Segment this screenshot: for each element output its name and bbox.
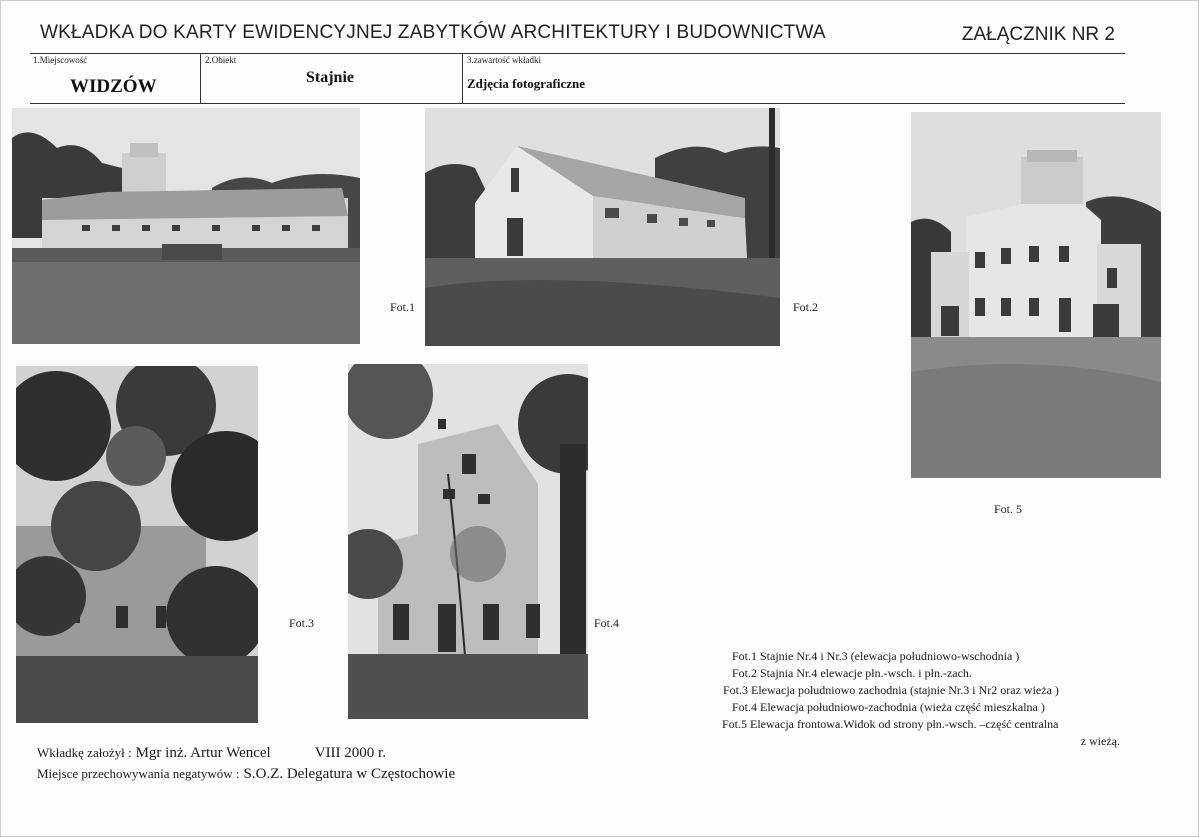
annex-number: ZAŁĄCZNIK NR 2 bbox=[961, 24, 1115, 45]
caption-fot5-continued: z wieżą. bbox=[1080, 734, 1120, 748]
photo-3 bbox=[16, 366, 258, 723]
field-divider-1 bbox=[200, 53, 201, 103]
photo-2 bbox=[425, 108, 780, 346]
locality-value: WIDZÓW bbox=[70, 76, 157, 97]
photo-1-label: Fot.1 bbox=[390, 300, 416, 314]
storage-label: Miejsce przechowywania negatywów : bbox=[37, 766, 240, 781]
author-name: Mgr inż. Artur Wencel bbox=[135, 745, 271, 761]
content-label: 3.zawartość wkładki bbox=[467, 55, 541, 65]
caption-fot3: Fot.3 Elewacja południowo zachodnia (stajnie Nr.3 i Nr2 oraz wieża ) bbox=[723, 683, 1059, 697]
author-label: Wkładkę założył : bbox=[37, 745, 132, 760]
photo-1 bbox=[12, 108, 360, 344]
photo-4-label: Fot.4 bbox=[594, 616, 620, 630]
content-value: Zdjęcia fotograficzne bbox=[467, 76, 586, 91]
caption-fot4: Fot.4 Elewacja południowo-zachodnia (wieża część mieszkalna ) bbox=[732, 700, 1045, 714]
object-value: Stajnie bbox=[306, 69, 354, 86]
storage-value: S.O.Z. Delegatura w Częstochowie bbox=[243, 766, 456, 782]
caption-fot2: Fot.2 Stajnia Nr.4 elewacje płn.-wsch. i płn.-zach. bbox=[732, 666, 972, 680]
photo-4 bbox=[348, 364, 588, 719]
photo-3-label: Fot.3 bbox=[289, 616, 315, 630]
header-rule-top bbox=[30, 53, 1125, 54]
photo-5-label: Fot. 5 bbox=[994, 502, 1023, 516]
author-line bbox=[37, 744, 386, 762]
object-label: 2.Obiekt bbox=[205, 55, 237, 65]
caption-fot1: Fot.1 Stajnie Nr.4 i Nr.3 (elewacja południowo-wschodnia ) bbox=[732, 649, 1020, 663]
document-title: WKŁADKA DO KARTY EWIDENCYJNEJ ZABYTKÓW ARCHITEKTURY I BUDOWNICTWA bbox=[40, 22, 826, 43]
author-date: VIII 2000 r. bbox=[314, 745, 386, 761]
photo-5 bbox=[911, 112, 1161, 478]
caption-fot5: Fot.5 Elewacja frontowa.Widok od strony płn.-wsch. –część centralna bbox=[722, 717, 1059, 731]
header-rule-bottom bbox=[30, 103, 1125, 104]
locality-label: 1.Miejscowość bbox=[33, 55, 88, 65]
field-divider-2 bbox=[462, 53, 463, 103]
photo-captions bbox=[720, 648, 1130, 750]
storage-line bbox=[37, 765, 455, 783]
photo-2-label: Fot.2 bbox=[793, 300, 819, 314]
